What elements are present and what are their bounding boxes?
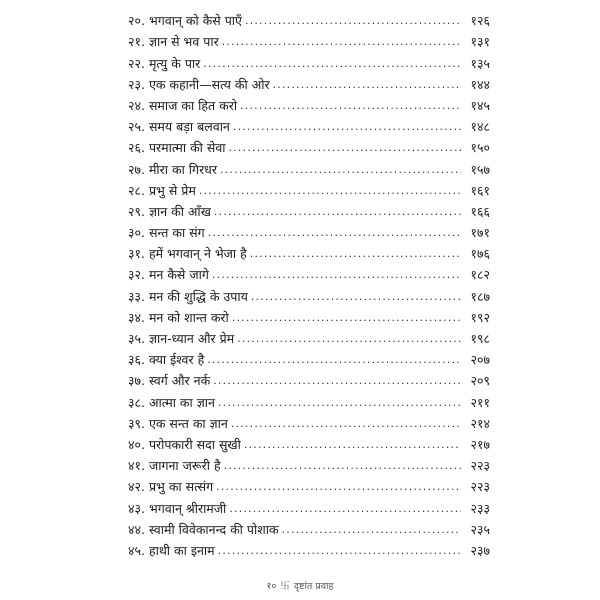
toc-entry bbox=[128, 431, 490, 452]
toc-entry-title: २४. समाज का हित करो bbox=[128, 97, 238, 113]
dot-leader bbox=[220, 164, 461, 176]
dot-leader bbox=[208, 227, 461, 239]
toc-entry-title: २८. प्रभु से प्रेम bbox=[128, 182, 196, 198]
dot-leader bbox=[251, 291, 461, 303]
toc-entry-page-number: १७१ bbox=[470, 225, 490, 241]
toc-entry-page-number: २०७ bbox=[470, 352, 490, 368]
toc-entry-title: २१. ज्ञान से भव पार bbox=[128, 34, 219, 50]
dot-leader bbox=[224, 460, 461, 472]
toc-entry bbox=[128, 388, 490, 409]
toc-entry bbox=[128, 134, 490, 155]
dot-leader bbox=[203, 58, 461, 70]
toc-entry-page-number: १६६ bbox=[470, 203, 490, 219]
toc-entry bbox=[128, 304, 490, 325]
toc-entry-title: ४३. भगवान् श्रीरामजी bbox=[128, 500, 227, 516]
toc-entry bbox=[128, 473, 490, 494]
toc-entry-page-number: २३३ bbox=[470, 500, 490, 516]
toc-entry-title: ३८. आत्मा का ज्ञान bbox=[128, 394, 215, 410]
toc-entry-page-number: १४५ bbox=[470, 97, 490, 113]
dot-leader bbox=[213, 375, 461, 387]
dot-leader bbox=[245, 15, 461, 27]
toc-entry-title: ४१. जागना जरूरी है bbox=[128, 458, 221, 474]
toc-entry bbox=[128, 367, 490, 388]
toc-entry bbox=[128, 494, 490, 515]
dot-leader bbox=[237, 333, 461, 345]
toc-entry-title: २२. मृत्यु के पार bbox=[128, 55, 201, 71]
dot-leader bbox=[207, 354, 461, 366]
dot-leader bbox=[244, 439, 461, 451]
toc-entry bbox=[128, 28, 490, 49]
toc-entry-page-number: २२३ bbox=[470, 458, 490, 474]
toc-entry-page-number: १८७ bbox=[470, 288, 490, 304]
dot-leader bbox=[212, 269, 461, 281]
toc-entry-page-number: १९८ bbox=[470, 331, 490, 346]
toc-entry bbox=[128, 71, 490, 92]
toc-entry-title: ३०. सन्त का संग bbox=[128, 225, 205, 241]
dot-leader bbox=[231, 418, 461, 430]
toc-entry bbox=[128, 516, 490, 537]
toc-entry bbox=[128, 113, 490, 134]
dot-leader bbox=[218, 397, 461, 409]
footer-separator: 卐 bbox=[280, 581, 290, 592]
toc-entry-title: २७. मीरा का गिरधर bbox=[128, 161, 217, 177]
toc-entry-title: ३२. मन कैसे जागे bbox=[128, 267, 209, 283]
dot-leader bbox=[240, 100, 461, 112]
toc-entry-title: ३९. एक सन्त का ज्ञान bbox=[128, 415, 228, 431]
toc-entry-title: ३५. ज्ञान-ध्यान और प्रेम bbox=[128, 331, 235, 346]
toc-entry-page-number: १८२ bbox=[470, 267, 490, 283]
toc-entry-page-number: २०९ bbox=[470, 373, 490, 389]
toc-entry-title: ३३. मन की शुद्धि के उपाय bbox=[128, 288, 248, 304]
toc-entry-page-number: १५० bbox=[470, 140, 490, 156]
toc-entry bbox=[128, 49, 490, 70]
toc-entry bbox=[128, 410, 490, 431]
toc-entry-title: ४४. स्वामी विवेकानन्द की पोशाक bbox=[128, 521, 279, 537]
toc-entry-page-number: २१७ bbox=[470, 436, 490, 452]
toc-entry-title: ३४. मन को शान्त करो bbox=[128, 309, 229, 325]
toc-entry-page-number: २३७ bbox=[470, 542, 490, 558]
toc-entry-title: ३७. स्वर्ग और नर्क bbox=[128, 373, 211, 389]
toc-entry bbox=[128, 155, 490, 176]
toc-entry bbox=[128, 452, 490, 473]
toc-entry-page-number: १४८ bbox=[470, 119, 490, 135]
toc-entry-page-number: १३१ bbox=[470, 34, 490, 50]
toc-entry-page-number: १६१ bbox=[470, 182, 490, 198]
toc-entry-title: ३१. हमें भगवान् ने भेजा है bbox=[128, 246, 247, 262]
table-of-contents bbox=[128, 7, 490, 558]
toc-entry bbox=[128, 92, 490, 113]
toc-entry bbox=[128, 219, 490, 240]
toc-entry-title: ४२. प्रभु का सत्संग bbox=[128, 479, 214, 495]
dot-leader bbox=[199, 185, 461, 197]
dot-leader bbox=[229, 503, 461, 515]
toc-entry-page-number: २३५ bbox=[470, 521, 490, 537]
toc-entry-page-number: २१४ bbox=[470, 415, 490, 431]
toc-entry bbox=[128, 537, 490, 558]
dot-leader bbox=[214, 206, 461, 218]
dot-leader bbox=[282, 524, 461, 536]
toc-entry-title: ४०. परोपकारी सदा सुखी bbox=[128, 436, 241, 452]
dot-leader bbox=[250, 248, 461, 260]
dot-leader bbox=[218, 545, 461, 557]
dot-leader bbox=[216, 481, 461, 493]
toc-entry-title: २६. परमात्मा की सेवा bbox=[128, 140, 226, 156]
toc-entry bbox=[128, 240, 490, 261]
page-footer bbox=[0, 578, 600, 592]
footer-book-title: दृष्टांत प्रवाह bbox=[293, 581, 334, 592]
dot-leader bbox=[232, 312, 461, 324]
toc-entry bbox=[128, 177, 490, 198]
toc-entry-page-number: १९२ bbox=[470, 309, 490, 325]
toc-entry-title: ३६. क्या ईश्वर है bbox=[128, 352, 205, 368]
toc-entry bbox=[128, 325, 490, 346]
toc-entry bbox=[128, 198, 490, 219]
toc-entry-page-number: १३५ bbox=[470, 55, 490, 71]
dot-leader bbox=[233, 121, 461, 133]
toc-entry-page-number: १४४ bbox=[470, 76, 490, 92]
toc-entry-page-number: २२३ bbox=[470, 479, 490, 495]
toc-entry-page-number: २११ bbox=[470, 394, 490, 410]
toc-entry-title: २५. समय बड़ा बलवान bbox=[128, 119, 230, 135]
toc-entry-title: २०. भगवान् को कैसे पाएँ bbox=[128, 13, 242, 29]
toc-entry bbox=[128, 7, 490, 28]
toc-entry-title: २३. एक कहानी—सत्य की ओर bbox=[128, 76, 270, 92]
toc-entry bbox=[128, 346, 490, 367]
toc-entry-page-number: १२६ bbox=[470, 13, 490, 29]
toc-entry bbox=[128, 261, 490, 282]
toc-entry-page-number: १५७ bbox=[470, 161, 490, 177]
toc-entry-title: ४५. हाथी का इनाम bbox=[128, 542, 215, 558]
toc-entry-page-number: १७६ bbox=[470, 246, 490, 262]
footer-page-number: १० bbox=[266, 581, 277, 592]
toc-entry-title: २९. ज्ञान की आँख bbox=[128, 203, 211, 219]
dot-leader bbox=[229, 142, 461, 154]
dot-leader bbox=[222, 36, 461, 48]
dot-leader bbox=[273, 79, 461, 91]
toc-entry bbox=[128, 282, 490, 303]
